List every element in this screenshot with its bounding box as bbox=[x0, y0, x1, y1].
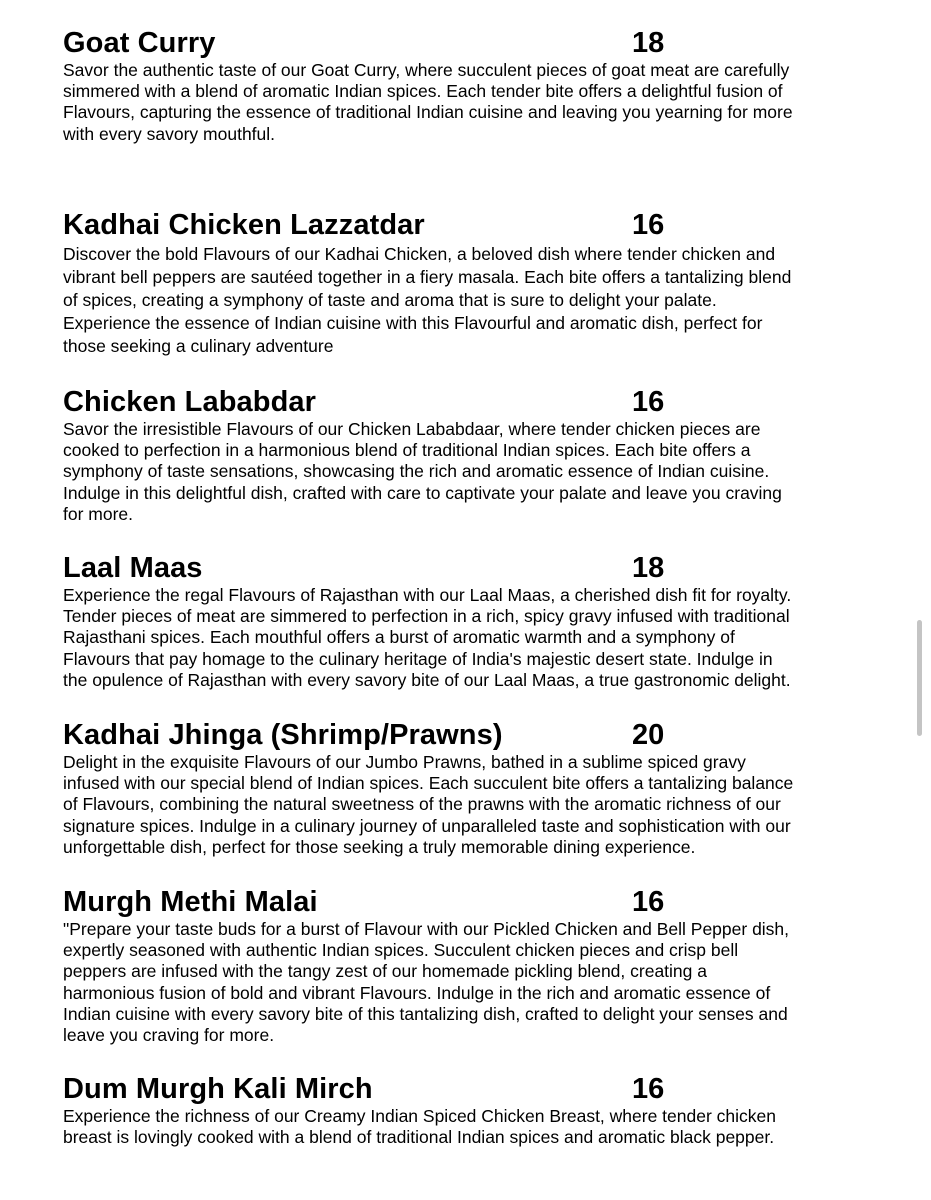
menu-item-header bbox=[63, 26, 883, 60]
description-line: of spices, creating a symphony of taste and aroma that is sure to delight your palate. bbox=[63, 290, 717, 310]
description-line: unforgettable dish, perfect for those seeking a truly memorable dining experience. bbox=[63, 836, 696, 857]
menu-item-name: Goat Curry bbox=[63, 27, 216, 59]
menu-item-name: Kadhai Jhinga (Shrimp/Prawns) bbox=[63, 719, 503, 751]
menu-item-name: Laal Maas bbox=[63, 552, 203, 584]
menu-item-description bbox=[63, 243, 878, 358]
menu-item-header bbox=[63, 885, 883, 919]
description-line: Experience the regal Flavours of Rajasthan with our Laal Maas, a cherished dish fit for royalty. bbox=[63, 585, 792, 605]
menu-item-header bbox=[63, 208, 883, 242]
menu-item-description bbox=[63, 419, 878, 525]
menu-item-goat-curry bbox=[63, 26, 883, 145]
menu-item-description bbox=[63, 919, 878, 1046]
description-line: "Prepare your taste buds for a burst of Flavour with our Pickled Chicken and Bell Pepper dish, bbox=[63, 919, 790, 939]
description-line: Indulge in this delightful dish, crafted with care to captivate your palate and leave you craving bbox=[63, 482, 782, 503]
description-line: cooked to perfection in a harmonious blend of traditional Indian spices. Each bite offers a bbox=[63, 440, 751, 461]
description-line: Discover the bold Flavours of our Kadhai Chicken, a beloved dish where tender chicken and bbox=[63, 244, 776, 264]
description-line: Rajasthani spices. Each mouthful offers a burst of aromatic warmth and a symphony of bbox=[63, 627, 735, 648]
menu-item-price: 16 bbox=[632, 1073, 665, 1105]
menu-item-price: 18 bbox=[632, 27, 665, 59]
menu-item-price: 20 bbox=[632, 719, 665, 751]
description-line: leave you craving for more. bbox=[63, 1025, 275, 1046]
menu-item-header bbox=[63, 385, 883, 419]
menu-item-dum-murgh-kali-mirch bbox=[63, 1072, 883, 1148]
vertical-scrollbar[interactable] bbox=[917, 620, 922, 736]
description-line: Delight in the exquisite Flavours of our Jumbo Prawns, bathed in a sublime spiced gravy bbox=[63, 752, 746, 772]
description-line: Tender pieces of meat are simmered to perfection in a rich, spicy gravy infused with traditional bbox=[63, 606, 790, 627]
menu-item-price: 18 bbox=[632, 552, 665, 584]
menu-item-description bbox=[63, 60, 878, 145]
menu-item-price: 16 bbox=[632, 386, 665, 418]
description-line: symphony of taste sensations, showcasing the rich and aromatic essence of Indian cuisine. bbox=[63, 461, 770, 482]
description-line: signature spices. Indulge in a culinary journey of unparalleled taste and sophistication with our bbox=[63, 815, 791, 836]
description-line: Flavours that pay homage to the culinary heritage of India's majestic desert state. Indulge in bbox=[63, 648, 773, 669]
menu-item-price: 16 bbox=[632, 209, 665, 241]
menu-item-header bbox=[63, 1072, 883, 1106]
menu-item-header bbox=[63, 718, 883, 752]
description-line: simmered with a blend of aromatic Indian spices. Each tender bite offers a delightful fusion of bbox=[63, 81, 783, 102]
description-line: Indian cuisine with every savory bite of this tantalizing dish, crafted to delight your senses and bbox=[63, 1003, 788, 1024]
description-line: Savor the authentic taste of our Goat Curry, where succulent pieces of goat meat are carefully bbox=[63, 60, 790, 80]
description-line: harmonious fusion of bold and vibrant Flavours. Indulge in the rich and aromatic essence of bbox=[63, 982, 771, 1003]
menu-item-murgh-methi-malai bbox=[63, 885, 883, 1046]
menu-item-name: Kadhai Chicken Lazzatdar bbox=[63, 209, 425, 241]
description-line: breast is lovingly cooked with a blend of traditional Indian spices and aromatic black pepper. bbox=[63, 1127, 775, 1148]
description-line: Experience the richness of our Creamy Indian Spiced Chicken Breast, where tender chicken bbox=[63, 1106, 777, 1126]
description-line: Flavours, capturing the essence of traditional Indian cuisine and leaving you yearning for more bbox=[63, 102, 793, 123]
menu-item-description bbox=[63, 585, 878, 691]
description-line: the opulence of Rajasthan with every savory bite of our Laal Maas, a true gastronomic delight. bbox=[63, 669, 791, 690]
menu-item-header bbox=[63, 551, 883, 585]
description-line: infused with our special blend of Indian spices. Each succulent bite offers a tantalizing balance bbox=[63, 773, 794, 794]
description-line: Experience the essence of Indian cuisine with this Flavourful and aromatic dish, perfect for bbox=[63, 313, 763, 333]
menu-item-description bbox=[63, 752, 878, 858]
menu-item-name: Chicken Lababdar bbox=[63, 386, 316, 418]
menu-item-laal-maas bbox=[63, 551, 883, 691]
description-line: expertly seasoned with authentic Indian spices. Succulent chicken pieces and crisp bell bbox=[63, 940, 739, 961]
description-line: peppers are infused with the tangy zest of our homemade pickling blend, creating a bbox=[63, 961, 707, 982]
menu-item-name: Dum Murgh Kali Mirch bbox=[63, 1073, 373, 1105]
menu-item-kadhai-chicken-lazzatdar bbox=[63, 208, 883, 358]
description-line: vibrant bell peppers are sautéed together in a fiery masala. Each bite offers a tantalizing blend bbox=[63, 267, 792, 287]
menu-item-chicken-lababdar bbox=[63, 385, 883, 525]
menu-item-description bbox=[63, 1106, 878, 1148]
description-line: of Flavours, combining the natural sweetness of the prawns with the aromatic richness of our bbox=[63, 794, 781, 815]
menu-item-price: 16 bbox=[632, 886, 665, 918]
description-line: with every savory mouthful. bbox=[63, 123, 276, 144]
description-line: Savor the irresistible Flavours of our Chicken Lababdaar, where tender chicken pieces are bbox=[63, 419, 761, 439]
description-line: for more. bbox=[63, 503, 134, 524]
menu-item-kadhai-jhinga bbox=[63, 718, 883, 858]
description-line: those seeking a culinary adventure bbox=[63, 336, 334, 356]
menu-item-name: Murgh Methi Malai bbox=[63, 886, 318, 918]
